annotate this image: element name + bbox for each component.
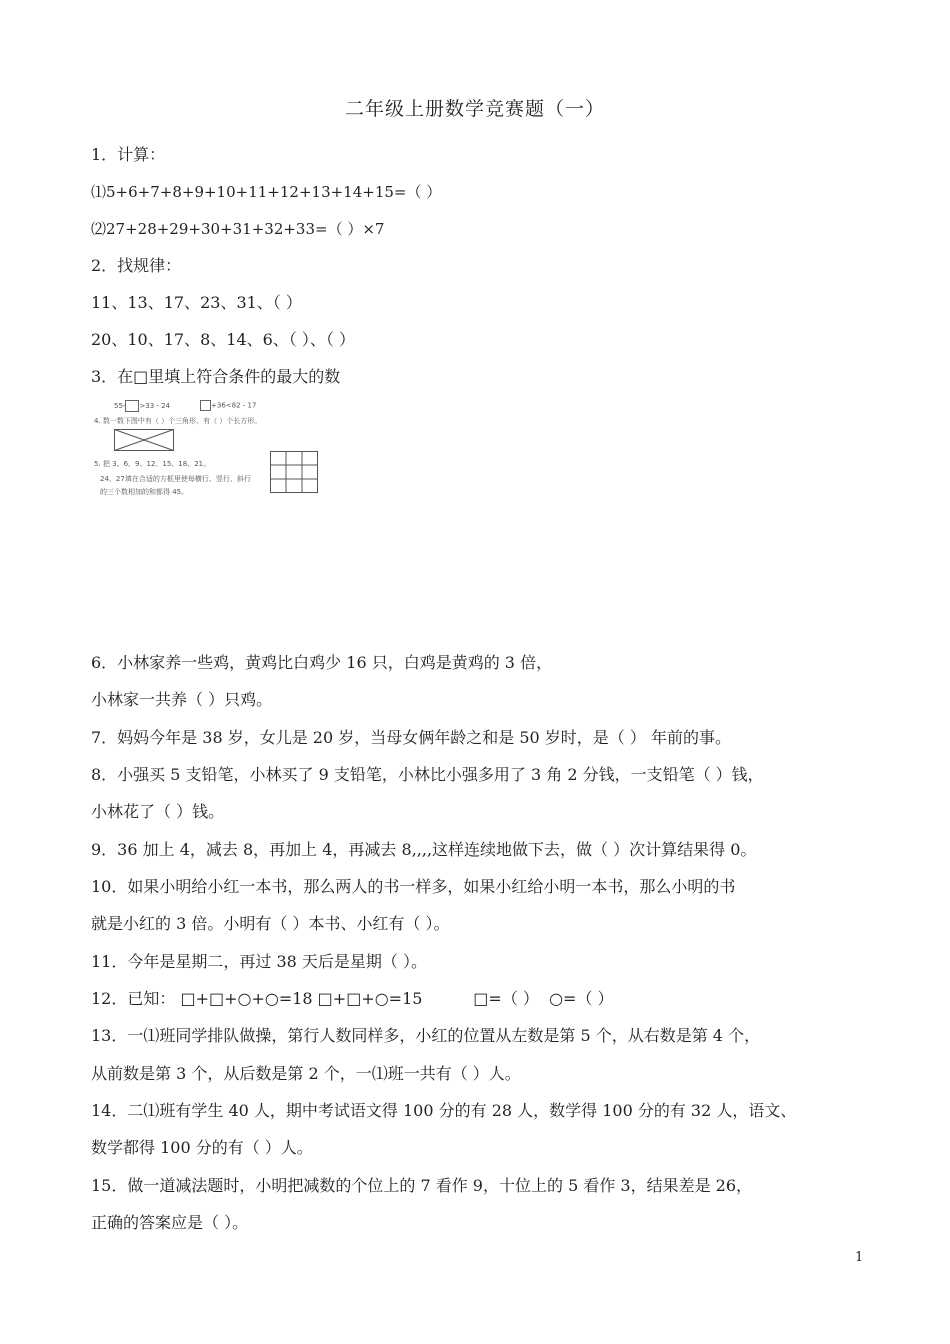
q3-heading: 3．在□里填上符合条件的最大的数 xyxy=(91,367,341,386)
q6-line1: 6．小林家养一些鸡，黄鸡比白鸡少 16 只，白鸡是黄鸡的 3 倍， xyxy=(91,653,553,672)
blank-box-icon xyxy=(200,400,211,411)
figure-q4-text: 4. 数一数下图中有（ ）个三角形，有（ ）个长方形。 xyxy=(94,417,262,425)
blank-box-icon xyxy=(125,400,139,412)
q6-line2: 小林家一共养（ ）只鸡。 xyxy=(91,690,273,709)
q1-part2: ⑵27+28+29+30+31+32+33=（ ）×7 xyxy=(91,220,385,238)
q15-line1: 15．做一道减法题时，小明把减数的个位上的 7 看作 9，十位上的 5 看作 3，结果差是 26， xyxy=(91,1176,753,1195)
q10-line1: 10．如果小明给小红一本书，那么两人的书一样多，如果小红给小明一本书，那么小明的书 xyxy=(91,877,736,896)
embedded-question-image xyxy=(90,396,330,504)
three-by-three-grid-figure xyxy=(270,451,318,493)
q7: 7．妈妈今年是 38 岁，女儿是 20 岁，当母女俩年龄之和是 50 岁时，是（ ） 年前的事。 xyxy=(91,728,731,747)
q12: 12．已知： □+□+○+○=18 □+□+○=15 □=（ ） ○=（ ） xyxy=(91,989,614,1008)
document-title: 二年级上册数学竞赛题（一） xyxy=(344,98,605,120)
q2-heading: 2．找规律： xyxy=(91,256,182,275)
figure-q5-text-2: 24、27填在合适的方框里使每横行、竖行、斜行 xyxy=(100,475,251,483)
q9: 9．36 加上 4，减去 8，再加上 4，再减去 8,,,,这样连续地做下去，做（ ）次计算结果得 0。 xyxy=(91,840,757,859)
q1-part1: ⑴5+6+7+8+9+10+11+12+13+14+15=（ ） xyxy=(91,183,442,201)
rectangle-diagonals-figure xyxy=(114,429,174,451)
q14-line1: 14．二⑴班有学生 40 人，期中考试语文得 100 分的有 28 人，数学得 100 分的有 32 人，语文、 xyxy=(91,1101,797,1120)
q8-line2: 小林花了（ ）钱。 xyxy=(91,802,225,821)
figure-expr-2: +36<82 - 17 xyxy=(211,401,257,410)
q14-line2: 数学都得 100 分的有（ ）人。 xyxy=(91,1138,313,1157)
figure-q5-text: 5. 把 3、6、9、12、15、18、21。 xyxy=(94,460,211,468)
figure-expr-1: >33 - 24 xyxy=(139,402,171,410)
q13-line2: 从前数是第 3 个，从后数是第 2 个，一⑴班一共有（ ）人。 xyxy=(91,1064,521,1083)
q11: 11．今年是星期二，再过 38 天后是星期（ ）。 xyxy=(91,952,427,971)
q8-line1: 8．小强买 5 支铅笔，小林买了 9 支铅笔，小林比小强多用了 3 角 2 分钱，一支铅笔（ ）钱， xyxy=(91,765,764,784)
figure-q5-text-3: 的三个数相加的和都得 45。 xyxy=(100,488,189,496)
q2-sequence2: 20、10、17、8、14、6、（ ）、（ ） xyxy=(91,330,355,349)
q10-line2: 就是小红的 3 倍。小明有（ ）本书、小红有（ ）。 xyxy=(91,914,450,933)
q2-sequence1: 11、13、17、23、31、（ ） xyxy=(91,293,302,312)
q15-line2: 正确的答案应是（ ）。 xyxy=(91,1213,249,1232)
q13-line1: 13．一⑴班同学排队做操，第行人数同样多，小红的位置从左数是第 5 个，从右数是第 4 个， xyxy=(91,1026,761,1045)
q1-heading: 1．计算： xyxy=(91,145,166,164)
page-number: 1 xyxy=(855,1250,864,1265)
figure-expr-prefix: 55- xyxy=(114,402,126,410)
